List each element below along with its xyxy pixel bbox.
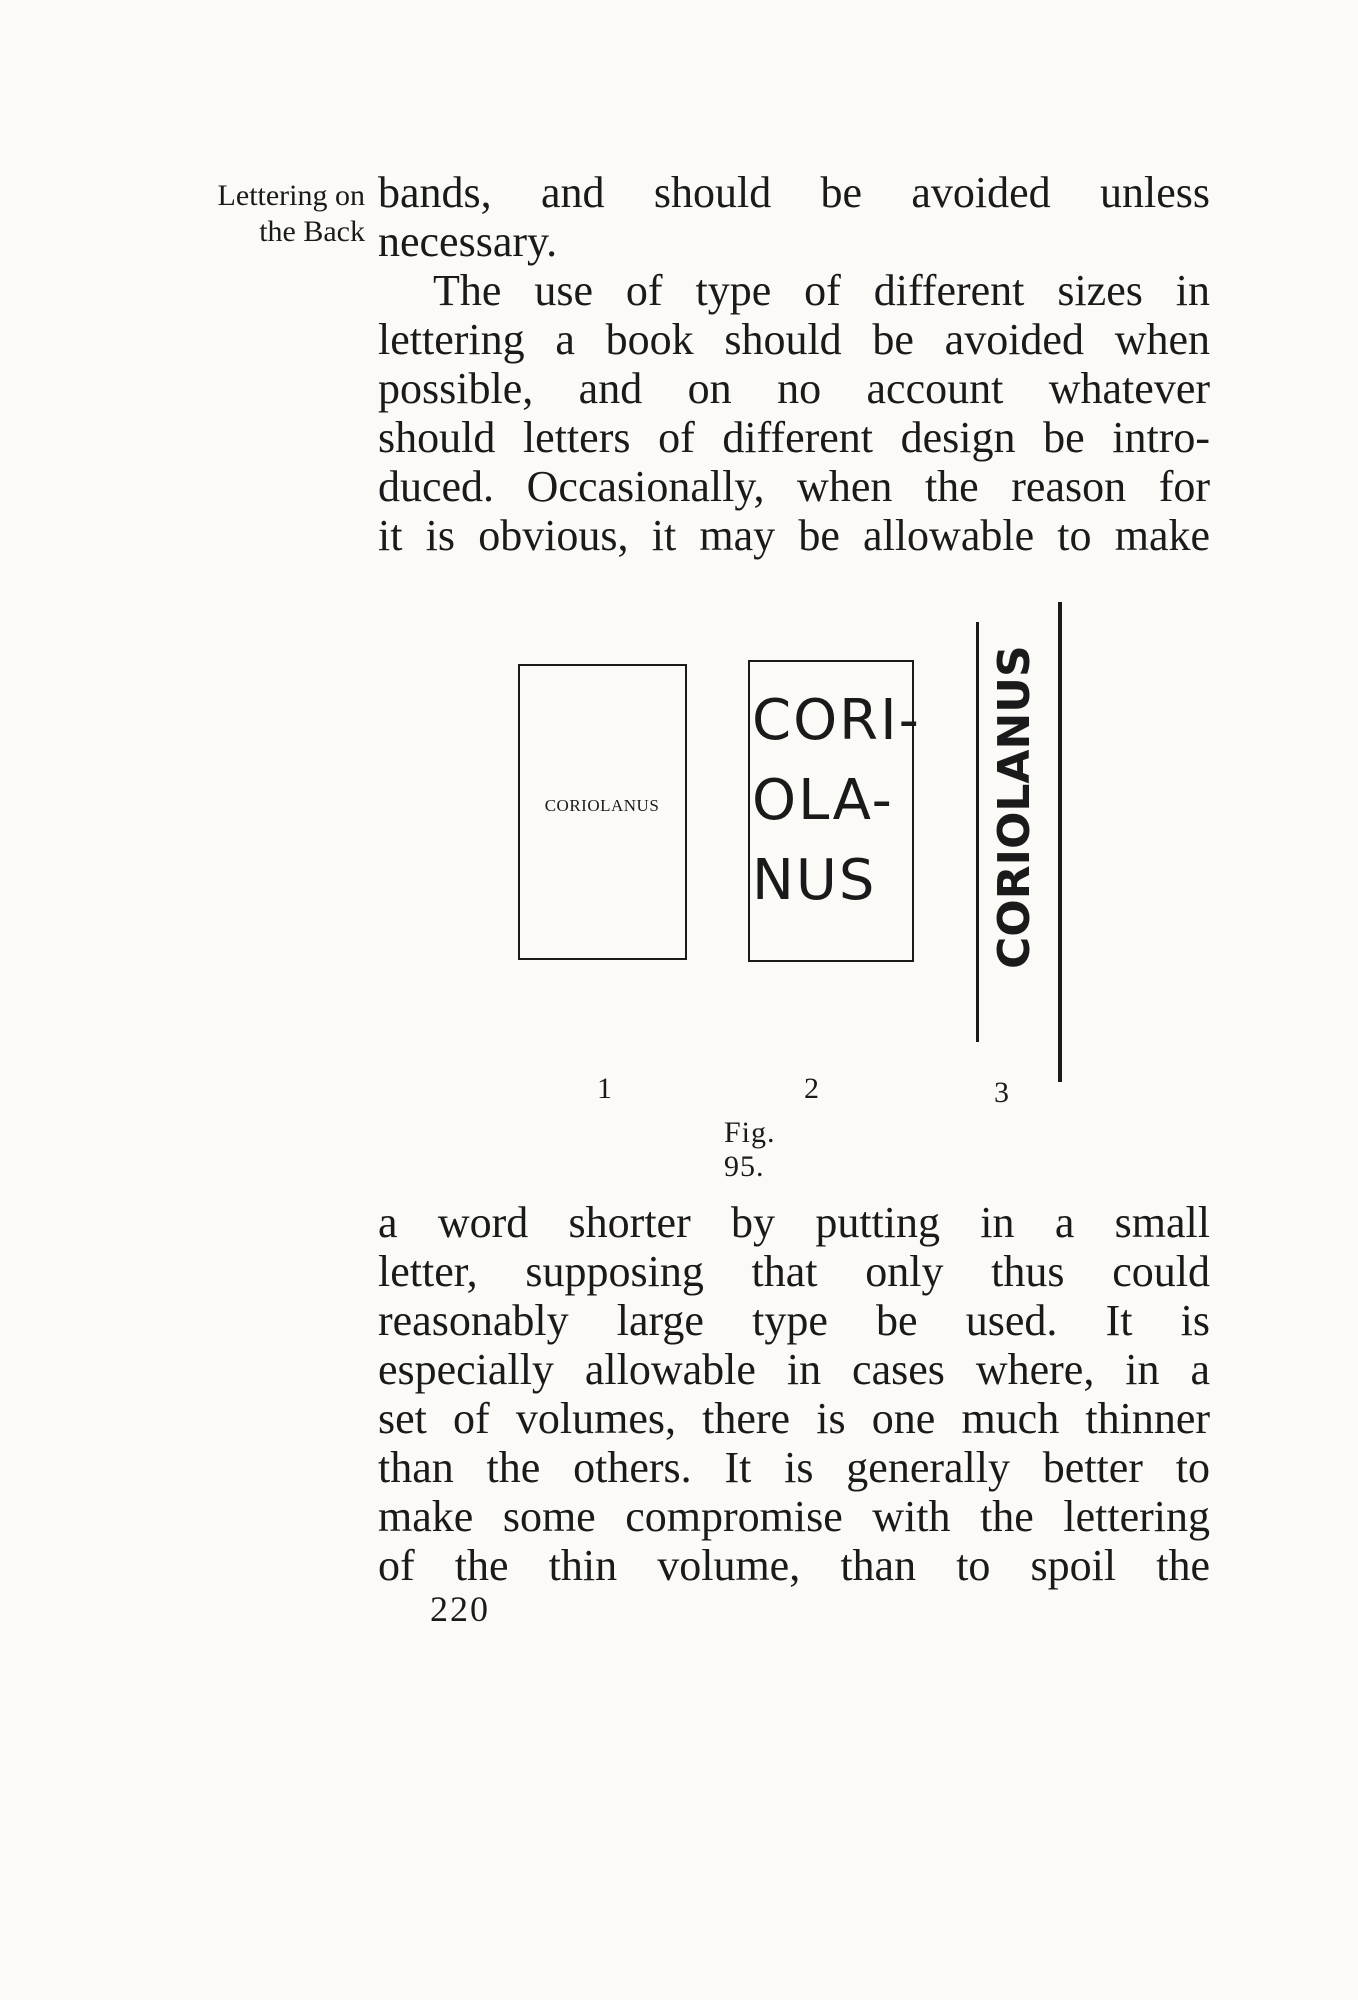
text-line: set of volumes, there is one much thinner	[378, 1394, 1210, 1443]
paragraph-1	[378, 168, 1210, 266]
panel-3-right-rule	[1058, 602, 1062, 1082]
text-line: necessary.	[378, 217, 558, 266]
paragraph-3	[378, 1198, 1210, 1590]
page-number: 220	[430, 1589, 490, 1629]
text-line: it is obvious, it may be allowable to make	[378, 511, 1210, 560]
panel-3-title: CORIOLANUS	[989, 645, 1040, 969]
panel-2-line-1: CORI-	[752, 688, 921, 753]
text-line: reasonably large type be used. It is	[378, 1296, 1210, 1345]
margin-note	[150, 178, 365, 250]
margin-note-line-1: Lettering on	[217, 179, 365, 212]
text-line: especially allowable in cases where, in a	[378, 1345, 1210, 1394]
text-line: of the thin volume, than to spoil the	[378, 1541, 1210, 1590]
figure-label-3: 3	[994, 1076, 1009, 1109]
text-line: The use of type of different sizes in	[433, 266, 1210, 315]
figure-label-2: 2	[804, 1072, 819, 1105]
text-line: duced. Occasionally, when the reason for	[378, 462, 1210, 511]
text-line: make some compromise with the lettering	[378, 1492, 1210, 1541]
figure-label-1: 1	[597, 1072, 612, 1105]
paragraph-2	[378, 266, 1210, 560]
panel-3-left-rule	[976, 622, 979, 1042]
panel-2-line-2: OLA-	[752, 768, 894, 833]
text-line: lettering a book should be avoided when	[378, 315, 1210, 364]
panel-1-title: CORIOLANUS	[544, 796, 660, 815]
panel-2-line-3: NUS	[752, 848, 877, 913]
text-line: bands, and should be avoided unless	[378, 168, 1210, 217]
text-line: possible, and on no account whatever	[378, 364, 1210, 413]
margin-note-line-2: the Back	[259, 215, 365, 248]
text-line: should letters of different design be intro-	[378, 413, 1210, 462]
figure-caption: Fig. 95.	[724, 1116, 776, 1183]
text-line: a word shorter by putting in a small	[378, 1198, 1210, 1247]
text-line: than the others. It is generally better to	[378, 1443, 1210, 1492]
text-line: letter, supposing that only thus could	[378, 1247, 1210, 1296]
